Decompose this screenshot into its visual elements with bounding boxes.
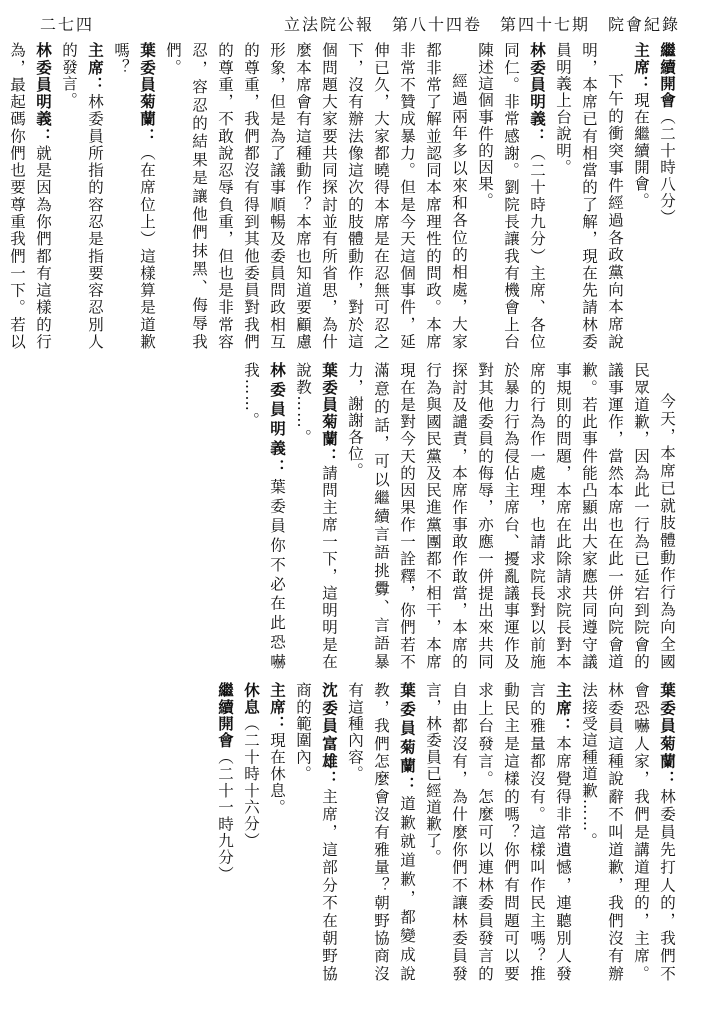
paragraph xyxy=(342,362,680,670)
paragraph xyxy=(238,362,290,670)
paragraph xyxy=(160,42,472,350)
page-number: 二七四 xyxy=(40,15,95,34)
text-band-bottom xyxy=(40,682,680,982)
paragraph xyxy=(56,42,108,350)
paragraph-text: 林委員先打人的，我們不會恐嚇人家，我們是講道理的，主席。林委員這種說辭不叫道歉，我們沒有辦法接受這種道歉……。 xyxy=(580,682,676,983)
paragraph-text: （二十一時九分） xyxy=(216,748,234,883)
speaker-label: 葉委員菊蘭： xyxy=(320,362,339,465)
paragraph-text: （在席位上）這樣算是道歉嗎？ xyxy=(112,42,156,350)
paragraph-text: 經過兩年多以來和各位的相處，大家都非常了解並認同本席理性的問政。本席非常不贊成暴力。但是今天這個事件，延伸已久，大家都曉得本席是在忍無可忍之下，沒有辦法像這次的肢體動作，對於這個問題大家要共同探討並有所省思，為什麼本席會有這種動作？本席也知道要顧慮形象，但是為了議事順暢及委員問政相互的尊重，我們都沒有得到其他委員對我們的尊重，不敢說忍辱負重，但也是非常容忍，容忍的結果是讓他們抹黑、侮辱我們。 xyxy=(164,42,468,350)
paragraph-text: 就是因為你們都有這樣的行為，最起碼你們也要尊重我們一下。若以 xyxy=(8,42,52,350)
paragraph xyxy=(654,42,680,350)
speaker-label: 主席： xyxy=(268,682,287,733)
speaker-label: 葉委員菊蘭： xyxy=(138,42,157,145)
speaker-label: 葉委員菊蘭： xyxy=(658,682,677,789)
paragraph-text: （二十時八分） xyxy=(658,108,676,226)
paragraph-text: 主席，這部分不在朝野協商的範圍內。 xyxy=(294,682,338,983)
speaker-label: 林委員明義： xyxy=(528,42,547,145)
paragraph-text: 下午的衝突事件經過各政黨向本席說明，本席已有相當的了解，現在先請林委員明義上台說明。 xyxy=(554,42,624,350)
paragraph-text: （二十時九分）主席、各位同仁。非常感謝。劉院長讓我有機會上台陳述這個事件的因果。 xyxy=(476,42,546,350)
paragraph xyxy=(290,682,342,982)
gazette-title: 立法院公報 第八十四卷 第四十七期 院會紀錄 xyxy=(283,15,680,34)
speaker-label: 林委員明義： xyxy=(34,42,53,145)
speaker-label: 主席： xyxy=(86,42,105,94)
paragraph-text: 道歉就道歉，都變成說教，我們怎麼會沒有雅量？朝野協商沒有這種內容。 xyxy=(346,682,416,983)
speaker-label: 林委員明義： xyxy=(268,362,287,479)
paragraph xyxy=(420,682,576,982)
text-band-middle xyxy=(40,362,680,670)
text-band-top xyxy=(8,42,680,350)
paragraph-text: 現在休息。 xyxy=(268,732,286,816)
speaker-label: 主席： xyxy=(554,682,573,736)
paragraph xyxy=(576,682,680,982)
paragraph xyxy=(342,682,420,982)
speaker-label: 沈委員富雄： xyxy=(320,682,339,789)
paragraph-text: （二十時十六分） xyxy=(242,715,260,850)
paragraph-text: 葉委員你不必在此恐嚇我……。 xyxy=(242,362,286,671)
speaker-label: 葉委員菊蘭： xyxy=(398,682,417,796)
paragraph-text: 本席覺得非常遺憾，連聽別人發言的雅量都沒有。這樣叫作民主嗎？推動民主是這樣的嗎？你們有問題可以要求上台發言。怎麼可以連林委員發言的自由都沒有，為什麼你們不讓林委員發言，林委員已經道歉了。 xyxy=(424,682,572,982)
speaker-label: 繼續開會 xyxy=(216,682,235,749)
paragraph-text: 林委員所指的容忍是指要容忍別人的發言。 xyxy=(60,42,104,350)
page-header xyxy=(40,12,680,38)
paragraph xyxy=(212,682,238,982)
speaker-label: 繼續開會 xyxy=(658,42,677,109)
paragraph-text: 現在繼續開會。 xyxy=(632,92,650,210)
paragraph xyxy=(290,362,342,670)
speaker-label: 主席： xyxy=(632,42,651,93)
paragraph xyxy=(472,42,550,350)
paragraph xyxy=(628,42,654,350)
paragraph xyxy=(238,682,264,982)
paragraph xyxy=(264,682,290,982)
speaker-label: 休息 xyxy=(242,682,261,716)
paragraph xyxy=(0,42,56,350)
paragraph-text: 請問主席一下，這明明是在說教……。 xyxy=(294,362,338,670)
paragraph xyxy=(550,42,628,350)
paragraph-text: 今天，本席已就肢體動作行為向全國民眾道歉，因為此一行為已延宕到院會的議事運作，當然本席也在此一併向院會道歉。若此事件能凸顯出大家應共同遵守議事規則的問題，本席在此除請求院長對本席的行為作一處理，也請求院長對以前施於暴力行為侵佔主席台、擾亂議事運作及對其他委員的侮辱，亦應一併提出來共同探討及譴責，本席作事敢作敢當，本席的行為與國民黨及民進黨團都不相干，本席現在是對今天的因果作一詮釋，你們若不滿意的話，可以繼續言語挑釁、言語暴力，謝謝各位。 xyxy=(346,362,676,670)
paragraph xyxy=(108,42,160,350)
